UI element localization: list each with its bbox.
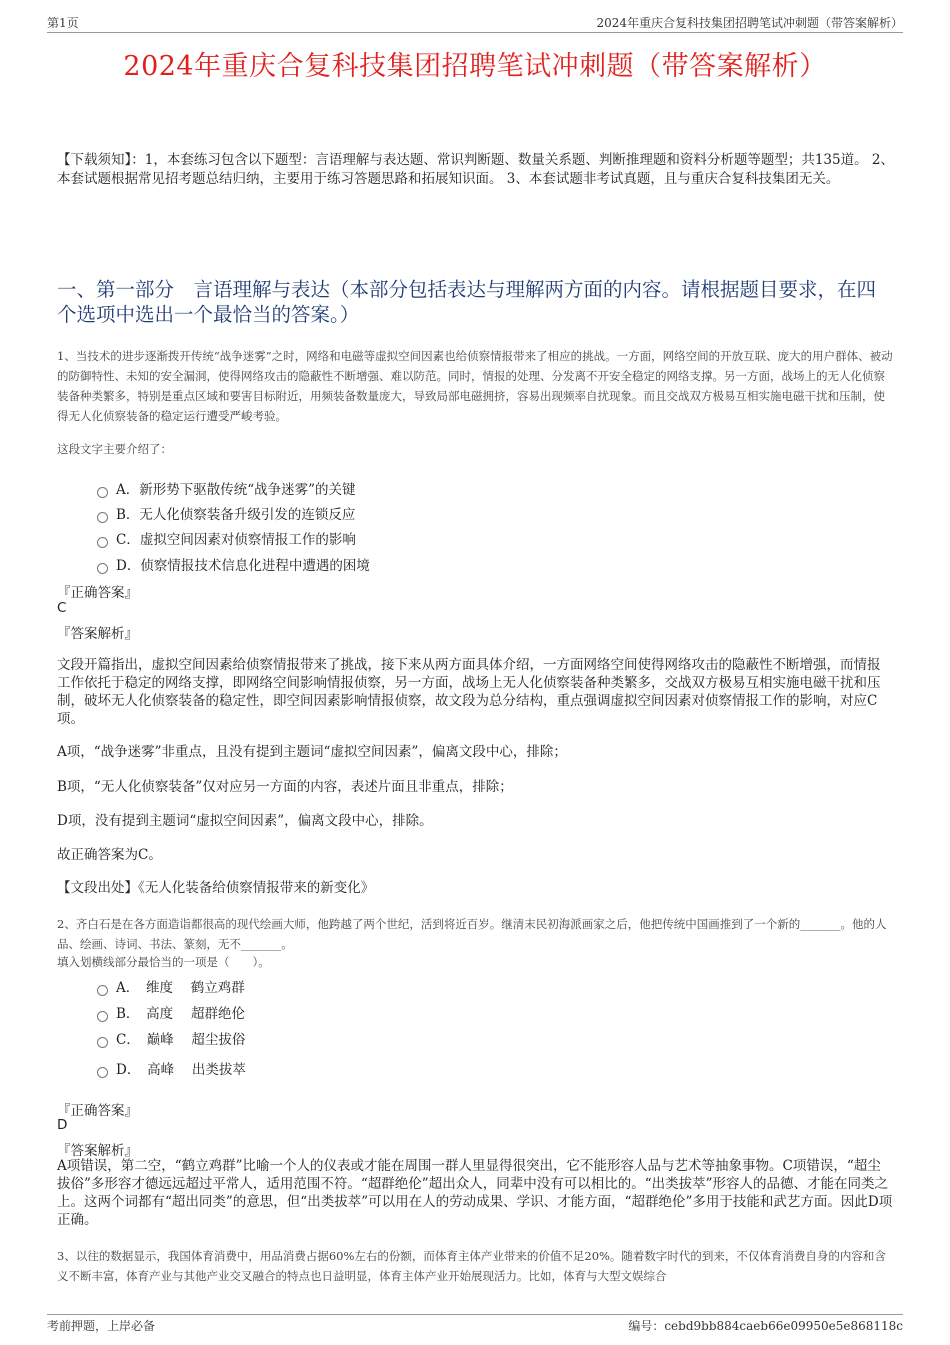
section-heading: 一、第一部分 言语理解与表达（本部分包括表达与理解两方面的内容。请根据题目要求，在四个选项中选出一个最恰当的答案。） [57, 278, 877, 326]
q2-answer: D [57, 1117, 68, 1133]
q2-option-b[interactable] [97, 1002, 245, 1022]
option-label: A． 维度 鹤立鸡群 [116, 980, 245, 996]
option-label: C． 巅峰 超尘拔俗 [116, 1032, 246, 1048]
radio-icon[interactable] [97, 537, 108, 548]
q2-text: 2、齐白石是在各方面造诣都很高的现代绘画大师，他跨越了两个世纪，活到将近百岁。继清末民初海派画家之后，他把传统中国画推到了一个新的_______。他的人品、绘画、诗词、书法、篆刻，无不_______。 [57, 917, 887, 951]
q2-analysis: A项错误，第二空，“鹤立鸡群”比喻一个人的仪表或才能在周围一群人里显得很突出，它不能形容人品与艺术等抽象事物。C项错误，“超尘拔俗”多形容才德远远超过平常人，适用范围不符。“超群绝伦”超出众人，同辈中没有可以相比的。“出类拔萃”形容人的品德、才能在同类之上。这两个词都有“超出同类”的意思，但“出类拔萃”可以用在人的劳动成果、学识、才能方面，“超群绝伦”多用于技能和武艺方面。因此D项正确。 [57, 1158, 893, 1228]
page-title: 2024年重庆合复科技集团招聘笔试冲刺题（带答案解析） [123, 51, 827, 82]
q1-note-a: A项，“战争迷雾”非重点，且没有提到主题词“虚拟空间因素”，偏离文段中心，排除； [57, 744, 567, 760]
radio-icon[interactable] [97, 512, 108, 523]
option-label: C．虚拟空间因素对侦察情报工作的影响 [116, 532, 356, 548]
q2-option-c[interactable] [97, 1028, 245, 1048]
q1-conclusion: 故正确答案为C。 [57, 847, 162, 863]
q1-option-c[interactable] [97, 528, 356, 548]
q1-answer: C [57, 600, 67, 616]
q1-option-a[interactable] [97, 478, 356, 498]
q1-answer-label: 『正确答案』 [57, 585, 138, 601]
q2-option-d[interactable] [97, 1058, 246, 1078]
q1-option-d[interactable] [97, 554, 370, 574]
footer-slogan: 考前押题，上岸必备 [47, 1319, 156, 1333]
radio-icon[interactable] [97, 563, 108, 574]
q1-note-d: D项，没有提到主题词“虚拟空间因素”，偏离文段中心，排除。 [57, 813, 433, 829]
q1-analysis: 文段开篇指出，虚拟空间因素给侦察情报带来了挑战，接下来从两方面具体介绍，一方面网络空间使得网络攻击的隐蔽性不断增强，而情报工作依托于稳定的网络支撑，即网络空间影响情报侦察，另一方面，战场上无人化侦察装备种类繁多，交战双方极易互相实施电磁干扰和压制，破坏无人化侦察装备的稳定性，即空间因素影响情报侦察，故文段为总分结构，重点强调虚拟空间因素对侦察情报工作的影响，对应C项。 [57, 657, 881, 727]
q2-option-a[interactable] [97, 976, 245, 996]
q3-text: 3、以往的数据显示，我国体育消费中，用品消费占据60%左右的份额，而体育主体产业带来的价值不足20%。随着数字时代的到来，不仅体育消费自身的内容和含义不断丰富，体育产业与其他产业交叉融合的特点也日益明显，体育主体产业开始展现活力。比如，体育与大型文娱综合 [57, 1249, 886, 1283]
radio-icon[interactable] [97, 1011, 108, 1022]
radio-icon[interactable] [97, 1037, 108, 1048]
q1-text: 1、当技术的进步逐渐拨开传统“战争迷雾”之时，网络和电磁等虚拟空间因素也给侦察情报带来了相应的挑战。一方面，网络空间的开放互联、庞大的用户群体、被动的防御特性、未知的安全漏洞，使得网络攻击的隐蔽性不断增强、难以防范。同时，情报的处理、分发离不开安全稳定的网络支撑。另一方面，战场上的无人化侦察装备种类繁多，特别是重点区域和要害目标附近，用频装备数量庞大，导致局部电磁拥挤，容易出现频率自扰现象。而且交战双方极易互相实施电磁干扰和压制，使得无人化侦察装备的稳定运行遭受严峻考验。 [57, 349, 893, 423]
q2-answer-label: 『正确答案』 [57, 1103, 138, 1119]
radio-icon[interactable] [97, 985, 108, 996]
q2-analysis-label: 『答案解析』 [57, 1143, 138, 1159]
q1-analysis-label: 『答案解析』 [57, 626, 138, 642]
option-label: B． 高度 超群绝伦 [116, 1006, 245, 1022]
header-doc-title: 2024年重庆合复科技集团招聘笔试冲刺题（带答案解析） [596, 16, 903, 30]
page-header [47, 14, 903, 33]
option-label: D． 高峰 出类拔萃 [116, 1062, 246, 1078]
page-footer [47, 1314, 903, 1335]
option-label: B．无人化侦察装备升级引发的连锁反应 [116, 507, 356, 523]
radio-icon[interactable] [97, 1067, 108, 1078]
option-label: D．侦察情报技术信息化进程中遭遇的困境 [116, 558, 370, 574]
q1-source: 【文段出处】《无人化装备给侦察情报带来的新变化》 [57, 880, 375, 896]
q1-option-b[interactable] [97, 503, 355, 523]
page-number: 第1页 [47, 16, 79, 30]
q1-prompt: 这段文字主要介绍了： [57, 442, 172, 456]
download-notice: 【下载须知】：1，本套练习包含以下题型：言语理解与表达题、常识判断题、数量关系题、判断推理题和资料分析题等题型；共135道。 2、本套试题根据常见招考题总结归纳，主要用于练习答题思路和拓展知识面。 3、本套试题非考试真题，且与重庆合复科技集团无关。 [57, 152, 894, 187]
option-label: A．新形势下驱散传统“战争迷雾”的关键 [116, 482, 356, 498]
q1-note-b: B项，“无人化侦察装备”仅对应另一方面的内容，表述片面且非重点，排除； [57, 779, 513, 795]
q2-prompt: 填入划横线部分最恰当的一项是（ ）。 [57, 955, 270, 969]
footer-doc-id: 编号：cebd9bb884caeb66e09950e5e868118c [628, 1319, 903, 1333]
radio-icon[interactable] [97, 487, 108, 498]
